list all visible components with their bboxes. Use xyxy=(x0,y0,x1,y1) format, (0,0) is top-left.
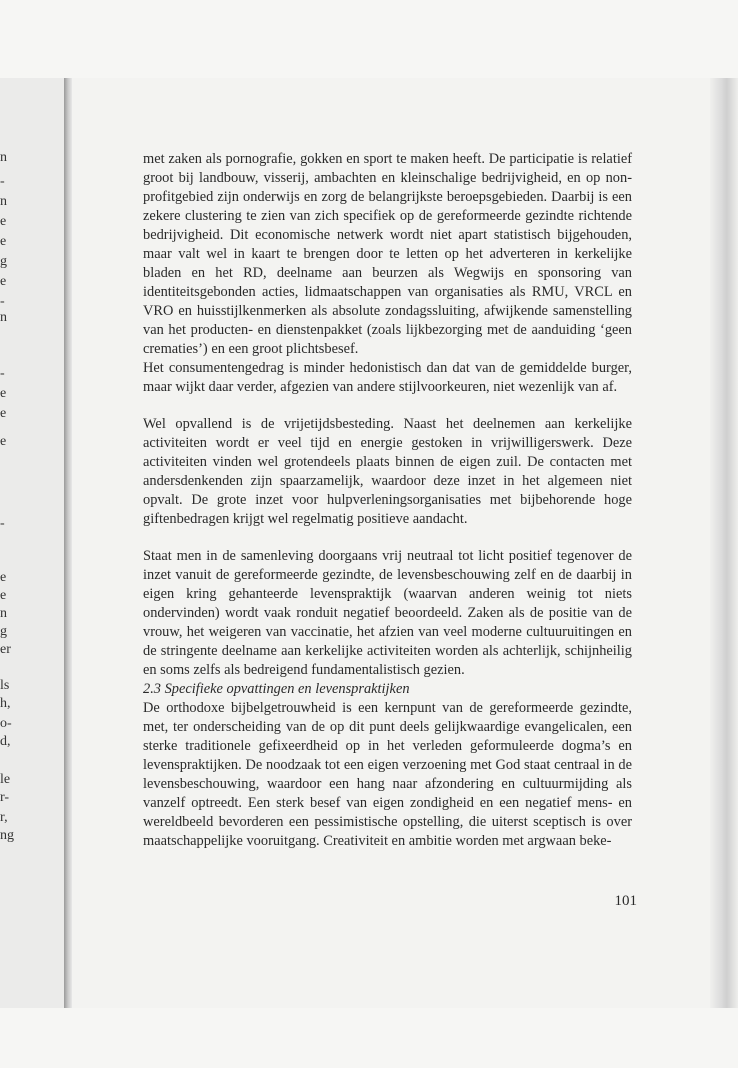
margin-fragment: d, xyxy=(0,734,11,749)
margin-fragment: g xyxy=(0,254,7,269)
margin-fragment: n xyxy=(0,194,7,209)
margin-fragment: ng xyxy=(0,828,14,843)
margin-fragment: e xyxy=(0,214,7,229)
margin-fragment: er xyxy=(0,642,11,657)
margin-fragment: e xyxy=(0,386,7,401)
margin-fragment: e xyxy=(0,434,7,449)
margin-fragment: o- xyxy=(0,716,12,731)
page-number: 101 xyxy=(614,893,637,909)
paragraph: De orthodoxe bijbelgetrouwheid is een kernpunt van de gereformeerde gezindte, met, ter onderscheiding van de op dit punt deels gelijkwaardige evangelicalen, een sterke traditionele gefixeerdheid op in het verleden geformuleerde dogma’s en levenspraktijken. De noodzaak tot een eigen verzoening met God staat centraal in de levensbeschouwing, waardoor een hang naar afzondering en cultuurmijding als vanzelf optreedt. Een sterk besef van eigen zondigheid en een negatief mens- en wereldbeeld bevorderen een pessimistische opstelling, die uiterst sceptisch is over maatschappelijke vooruitgang. Creativiteit en ambitie worden met argwaan beke- xyxy=(143,700,632,849)
margin-fragment: n xyxy=(0,150,7,165)
margin-fragment: e xyxy=(0,570,7,585)
margin-fragment: - xyxy=(0,294,5,309)
margin-fragment: ls xyxy=(0,678,10,693)
margin-fragment: n xyxy=(0,606,7,621)
margin-fragment: r, xyxy=(0,810,8,825)
margin-fragment: r- xyxy=(0,790,10,805)
margin-fragment: - xyxy=(0,174,5,189)
facing-page-text-fragments xyxy=(0,150,30,850)
margin-fragment: h, xyxy=(0,696,11,711)
section-heading: 2.3 Specifieke opvattingen en levenspraktijken xyxy=(143,681,410,697)
margin-fragment: - xyxy=(0,366,5,381)
paragraph: Het consumentengedrag is minder hedonistisch dan dat van de gemiddelde burger, maar wijkt daar verder, afgezien van andere stijlvoorkeuren, niet wezenlijk van af. xyxy=(143,360,632,395)
paragraph: Staat men in de samenleving doorgaans vrij neutraal tot licht positief tegenover de inzet vanuit de gereformeerde gezindte, de levensbeschouwing zelf en de daarbij in eigen kring gehanteerde levenspraktijk (waarvan anderen weinig tot niets ondervinden) wordt vaak ronduit negatief beoordeeld. Zaken als de positie van de vrouw, het weigeren van vaccinatie, het afzien van veel moderne cultuuruitingen en de stringente deelname aan kerkelijke activiteiten worden als achterlijk, schijnheilig en soms zelfs als bedreigend fundamentalistisch gezien. xyxy=(143,548,632,678)
margin-fragment: le xyxy=(0,772,11,787)
margin-fragment: e xyxy=(0,588,7,603)
body-text xyxy=(143,150,632,851)
margin-fragment: - xyxy=(0,516,5,531)
margin-fragment: e xyxy=(0,406,7,421)
page-edge xyxy=(710,78,738,1008)
paragraph: met zaken als pornografie, gokken en sport te maken heeft. De participatie is relatief groot bij landbouw, visserij, ambachten en kleinschalige bedrijvigheid, en op non-profitgebied zijn onderwijs en zorg de belangrijkste beroepsgebieden. Daarbij is een zekere clustering te zien van zich specifiek op de gereformeerde gezindte richtende bedrijvigheid. Dit economische netwerk wordt niet apart statistisch bijgehouden, maar valt wel in kaart te brengen door te letten op het adverteren in kerkelijke bladen en het RD, deelname aan beurzen als Wegwijs en sponsoring van identiteitsgebonden acties, lidmaatschappen van organisaties als RMU, VRCL en VRO en huisstijlkenmerken als absolute zondagssluiting, afwijkende samenstelling van het producten- en dienstenpakket (zoals lijkbezorging met de aanduiding ‘geen crematies’) en een groot plichtsbesef. xyxy=(143,151,632,357)
book-gutter xyxy=(64,78,72,1008)
margin-fragment: g xyxy=(0,624,7,639)
margin-fragment: e xyxy=(0,234,7,249)
margin-fragment: n xyxy=(0,310,7,325)
paragraph: Wel opvallend is de vrijetijdsbesteding. Naast het deelnemen aan kerkelijke activiteiten wordt er veel tijd en energie gestoken in vrijwilligerswerk. Deze activiteiten vinden wel grotendeels plaats binnen de eigen zuil. De contacten met andersdenkenden zijn spaarzamelijk, waardoor deze inzet in het algemeen niet opvalt. De grote inzet voor hulpverleningsorganisaties met bijbehorende hoge giftenbedragen krijgt wel regelmatig positieve aandacht. xyxy=(143,416,632,527)
margin-fragment: e xyxy=(0,274,7,289)
